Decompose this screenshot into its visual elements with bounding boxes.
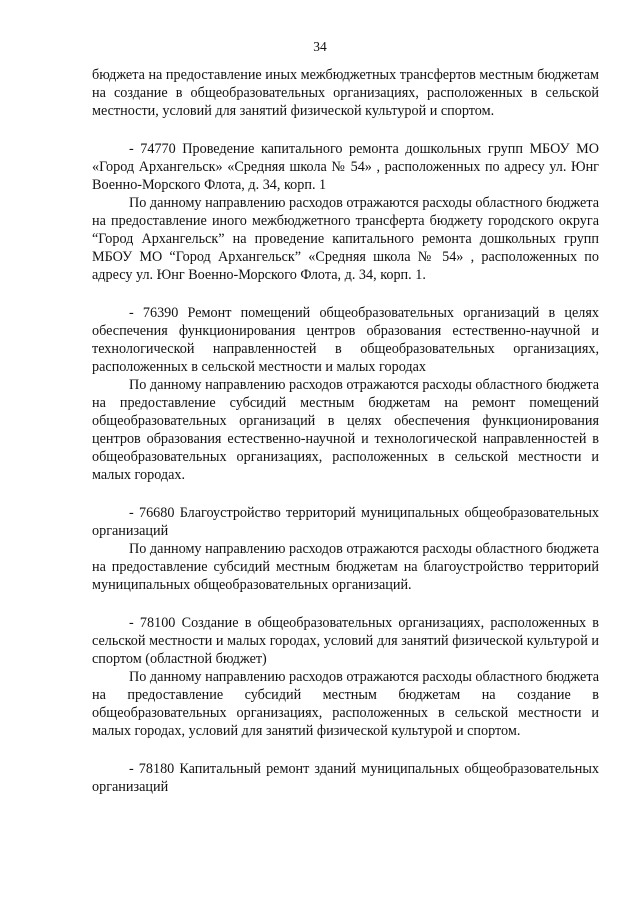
section-heading-74770: - 74770 Проведение капитального ремонта дошкольных групп МБОУ МО «Город Архангельск» «Средняя школа № 54» , расположенных по адресу ул. Юнг Военно-Морского Флота, д. 34, корп. 1 — [92, 141, 599, 193]
paragraph: По данному направлению расходов отражаются расходы областного бюджета на предоставление иного межбюджетного трансферта бюджету городского округа “Город Архангельск” на проведение капитального ремонта дошкольных групп МБОУ МО “Город Архангельск” «Средняя школа № 54» , расположенных по адресу ул. Юнг Военно-Морского Флота, д. 34, корп. 1. — [92, 195, 599, 283]
paragraph: По данному направлению расходов отражаются расходы областного бюджета на предоставление субсидий местным бюджетам на благоустройство территорий муниципальных общеобразовательных организаций. — [92, 541, 599, 593]
section-heading-76680: - 76680 Благоустройство территорий муниципальных общеобразовательных организаций — [92, 505, 599, 539]
section-heading-78100: - 78100 Создание в общеобразовательных организациях, расположенных в сельской местности и малых городах, условий для занятий физической культурой и спортом (областной бюджет) — [92, 615, 599, 667]
paragraph: По данному направлению расходов отражаются расходы областного бюджета на предоставление субсидий местным бюджетам на ремонт помещений общеобразовательных организаций в целях обеспечения функционирования центров образования естественно-научной и технологической направленностей в общеобразовательных организациях, расположенных в сельской местности и малых городах. — [92, 377, 599, 483]
section-heading-76390: - 76390 Ремонт помещений общеобразовательных организаций в целях обеспечения функционирования центров образования естественно-научной и технологической направленностей в общеобразовательных организациях, расположенных в сельской местности и малых городах — [92, 305, 599, 375]
paragraph: бюджета на предоставление иных межбюджетных трансфертов местным бюджетам на создание в общеобразовательных организациях, расположенных в сельской местности, условий для занятий физической культурой и спортом. — [92, 67, 599, 119]
page-number: 34 — [313, 39, 327, 54]
section-heading-78180: - 78180 Капитальный ремонт зданий муниципальных общеобразовательных организаций — [92, 761, 599, 795]
document-body — [92, 66, 599, 796]
paragraph: По данному направлению расходов отражаются расходы областного бюджета на предоставление субсидий местным бюджетам на создание в общеобразовательных организациях, расположенных в сельской местности и малых городах, условий для занятий физической культурой и спортом. — [92, 669, 599, 739]
